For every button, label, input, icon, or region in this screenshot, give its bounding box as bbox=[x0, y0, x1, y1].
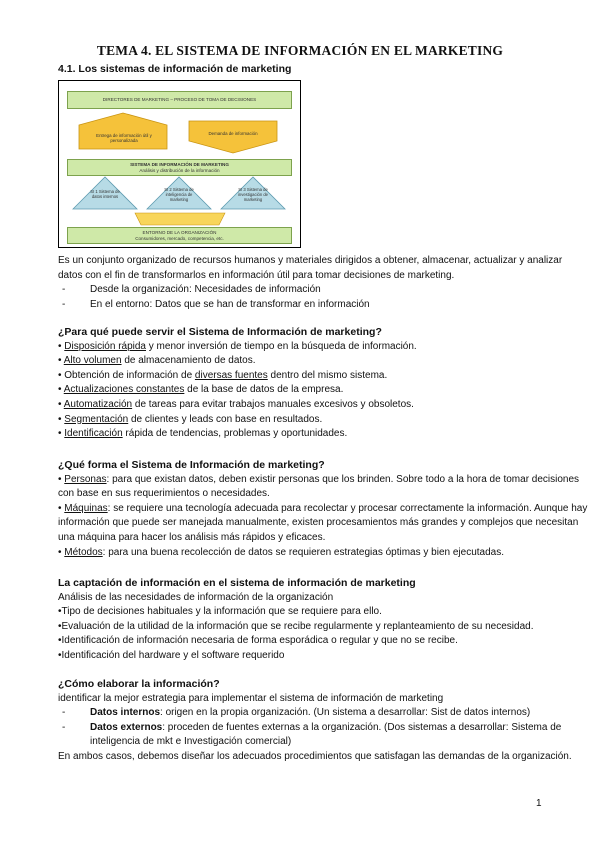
q3-item: •Identificación de información necesaria de forma esporádica o regular y que no se recibe. bbox=[58, 635, 458, 647]
q4-dash-2-text: : proceden de fuentes externas a la organización. (Dos sistemas a desarrollar: Sistema de inteligencia de mkt e Investigación comercial) bbox=[90, 721, 562, 748]
intro-dash-2-text: En el entorno: Datos que se han de transformar en información bbox=[90, 298, 370, 310]
q4-dash-2 bbox=[58, 721, 588, 750]
mis-bar-title: SISTEMA DE INFORMACIÓN DE MARKETING bbox=[130, 162, 229, 167]
intro-paragraph: Es un conjunto organizado de recursos humanos y materiales dirigidos a obtener, almacenar, actualizar y analizar datos con el fin de transformarlos en información útil para tomar decisiones de marketing. bbox=[58, 255, 563, 281]
down-arrow bbox=[189, 121, 277, 153]
q1-item: • Identificación rápida de tendencias, problemas y oportunidades. bbox=[58, 428, 348, 440]
q2-item-term: Máquinas bbox=[64, 502, 108, 514]
q1-item: • Automatización de tareas para evitar trabajos manuales excesivos y obsoletos. bbox=[58, 398, 414, 410]
q1-item-term: Identificación bbox=[64, 428, 123, 440]
q3-item: •Identificación del hardware y el software requerido bbox=[58, 649, 285, 661]
q1-item-term: Alto volumen bbox=[63, 355, 122, 367]
page-title: TEMA 4. EL SISTEMA DE INFORMACIÓN EN EL MARKETING bbox=[96, 43, 504, 58]
intro-block bbox=[58, 254, 588, 312]
q1-item-text: de clientes y leads con base en resultados. bbox=[128, 413, 323, 425]
q3-block bbox=[58, 576, 588, 664]
q1-item-text: y menor inversión de tiempo en la búsqueda de información. bbox=[146, 340, 417, 352]
q3-item: •Evaluación de la utilidad de la información que se recibe regularmente y replanteamiento de su necesidad. bbox=[58, 620, 534, 632]
q1-item-term: Automatización bbox=[63, 398, 133, 410]
q2-block bbox=[58, 458, 588, 560]
q2-item-term: Métodos bbox=[64, 546, 103, 558]
q3-item-text: Identificación de información necesaria de forma esporádica o regular y que no se recibe. bbox=[61, 635, 458, 647]
q2-item-text: : para una buena recolección de datos se requieren estrategias óptimas y bien ejecutadas. bbox=[102, 546, 505, 558]
q1-item: • Actualizaciones constantes de la base de datos de la empresa. bbox=[58, 384, 344, 396]
q1-item-text: de tareas para evitar trabajos manuales excesivos y obsoletos. bbox=[132, 398, 414, 410]
mis-bar bbox=[67, 159, 292, 176]
up-arrow bbox=[79, 113, 167, 149]
q4-dash-2-term: Datos externos bbox=[90, 721, 163, 733]
q1-item-text: de la base de datos de la empresa. bbox=[184, 384, 344, 396]
down-arrow-label: Demanda de información bbox=[208, 131, 258, 136]
q1-heading: ¿Para qué puede servir el Sistema de Información de marketing? bbox=[58, 326, 382, 338]
section-heading: 4.1. Los sistemas de información de marketing bbox=[58, 63, 292, 75]
q2-item-text: : para que existan datos, deben existir personas que los brinden. Sobre todo a la hora de tomar decisiones con base en sus requerimientos o necesidades. bbox=[58, 473, 580, 500]
q4-dash-1-text: : origen en la propia organización. (Un sistema a desarrollar: Sist de datos internos) bbox=[160, 707, 531, 719]
connector bbox=[135, 213, 225, 225]
q1-item: • Segmentación de clientes y leads con base en resultados. bbox=[58, 413, 323, 425]
q3-item-text: Evaluación de la utilidad de la información que se recibe regularmente y replanteamiento de su necesidad. bbox=[61, 620, 534, 632]
q3-item: •Tipo de decisiones habituales y la información que se requiere para ello. bbox=[58, 606, 382, 618]
q4-sub: identificar la mejor estrategia para implementar el sistema de información de marketing bbox=[58, 692, 444, 704]
sim-diagram bbox=[58, 80, 301, 248]
q2-item-text: : se requiere una tecnología adecuada para recolectar y procesar correctamente la información. Aunque hay información que puede ser manejada manualmente, existen procesamientos más grandes y complejos que necesitan una máquina para hacer los análisis más rápidos y eficaces. bbox=[58, 502, 588, 543]
environment-bar-title: ENTORNO DE LA ORGANIZACIÓN bbox=[142, 230, 217, 235]
q1-item-text: rápida de tendencias, problemas y oportunidades. bbox=[122, 428, 348, 440]
q1-item: • Alto volumen de almacenamiento de datos. bbox=[58, 355, 256, 367]
q2-heading: ¿Qué forma el Sistema de Información de marketing? bbox=[58, 459, 325, 471]
q2-item-term: Personas bbox=[64, 473, 107, 485]
q1-item-term: Actualizaciones constantes bbox=[63, 384, 185, 396]
q4-dash-1 bbox=[58, 706, 588, 721]
intro-dash-2 bbox=[58, 298, 588, 313]
intro-dash-1 bbox=[58, 283, 588, 298]
q1-item: • Disposición rápida y menor inversión de tiempo en la búsqueda de información. bbox=[58, 340, 417, 352]
decision-bar-label: DIRECTORES DE MARKETING – PROCESO DE TOMA DE DECISIONES bbox=[102, 97, 257, 103]
si3-label: SI 3 Sistema de investigación de marketing bbox=[237, 187, 269, 203]
q2-item: • Personas: para que existan datos, deben existir personas que los brinden. Sobre todo a la hora de tomar decisiones con base en sus requerimientos o necesidades. bbox=[58, 473, 580, 500]
q1-item-term: Disposición rápida bbox=[64, 340, 146, 352]
page-number: 1 bbox=[536, 798, 542, 809]
q1-item-term: Segmentación bbox=[64, 413, 129, 425]
q1-item-text: dentro del mismo sistema. bbox=[267, 369, 388, 381]
q3-item-text: Identificación del hardware y el software requerido bbox=[61, 649, 285, 661]
q1-item-text: Obtención de información de bbox=[64, 369, 195, 381]
q3-sub: Análisis de las necesidades de información de la organización bbox=[58, 591, 334, 603]
intro-dash-1-text: Desde la organización: Necesidades de información bbox=[90, 284, 321, 296]
q2-item: • Máquinas: se requiere una tecnología adecuada para recolectar y procesar correctamente la información. Aunque hay información que puede ser manejada manualmente, existen procesamientos más grandes y complejos que necesitan una máquina para hacer los análisis más rápidos y eficaces. bbox=[58, 502, 588, 543]
q4-heading: ¿Cómo elaborar la información? bbox=[58, 678, 220, 690]
q4-closing: En ambos casos, debemos diseñar los adecuados procedimientos que satisfagan las demandas de la organización. bbox=[58, 750, 572, 762]
q4-block bbox=[58, 677, 588, 765]
q1-item: • Obtención de información de diversas fuentes dentro del mismo sistema. bbox=[58, 369, 388, 381]
q1-item-text: de almacenamiento de datos. bbox=[121, 355, 256, 367]
si1-label: SI 1 Sistema de datos internos bbox=[90, 189, 120, 200]
mis-bar-sub: Análisis y distribución de la información bbox=[139, 167, 220, 173]
q1-block bbox=[58, 325, 588, 442]
si2-label: SI 2 Sistema de inteligencia de marketing bbox=[164, 187, 194, 203]
q3-item-text: Tipo de decisiones habituales y la información que se requiere para ello. bbox=[61, 606, 382, 618]
up-arrow-label: Entrega de información útil y personalizada bbox=[96, 133, 152, 143]
q1-item-term: diversas fuentes bbox=[194, 369, 268, 381]
q3-heading: La captación de información en el sistema de información de marketing bbox=[58, 577, 416, 589]
environment-bar bbox=[67, 227, 292, 244]
q4-dash-1-term: Datos internos bbox=[90, 707, 161, 719]
q2-item: • Métodos: para una buena recolección de datos se requieren estrategias óptimas y bien ejecutadas. bbox=[58, 546, 505, 558]
environment-bar-sub: Consumidores, mercado, competencia, etc. bbox=[135, 235, 224, 241]
decision-bar bbox=[67, 91, 292, 109]
